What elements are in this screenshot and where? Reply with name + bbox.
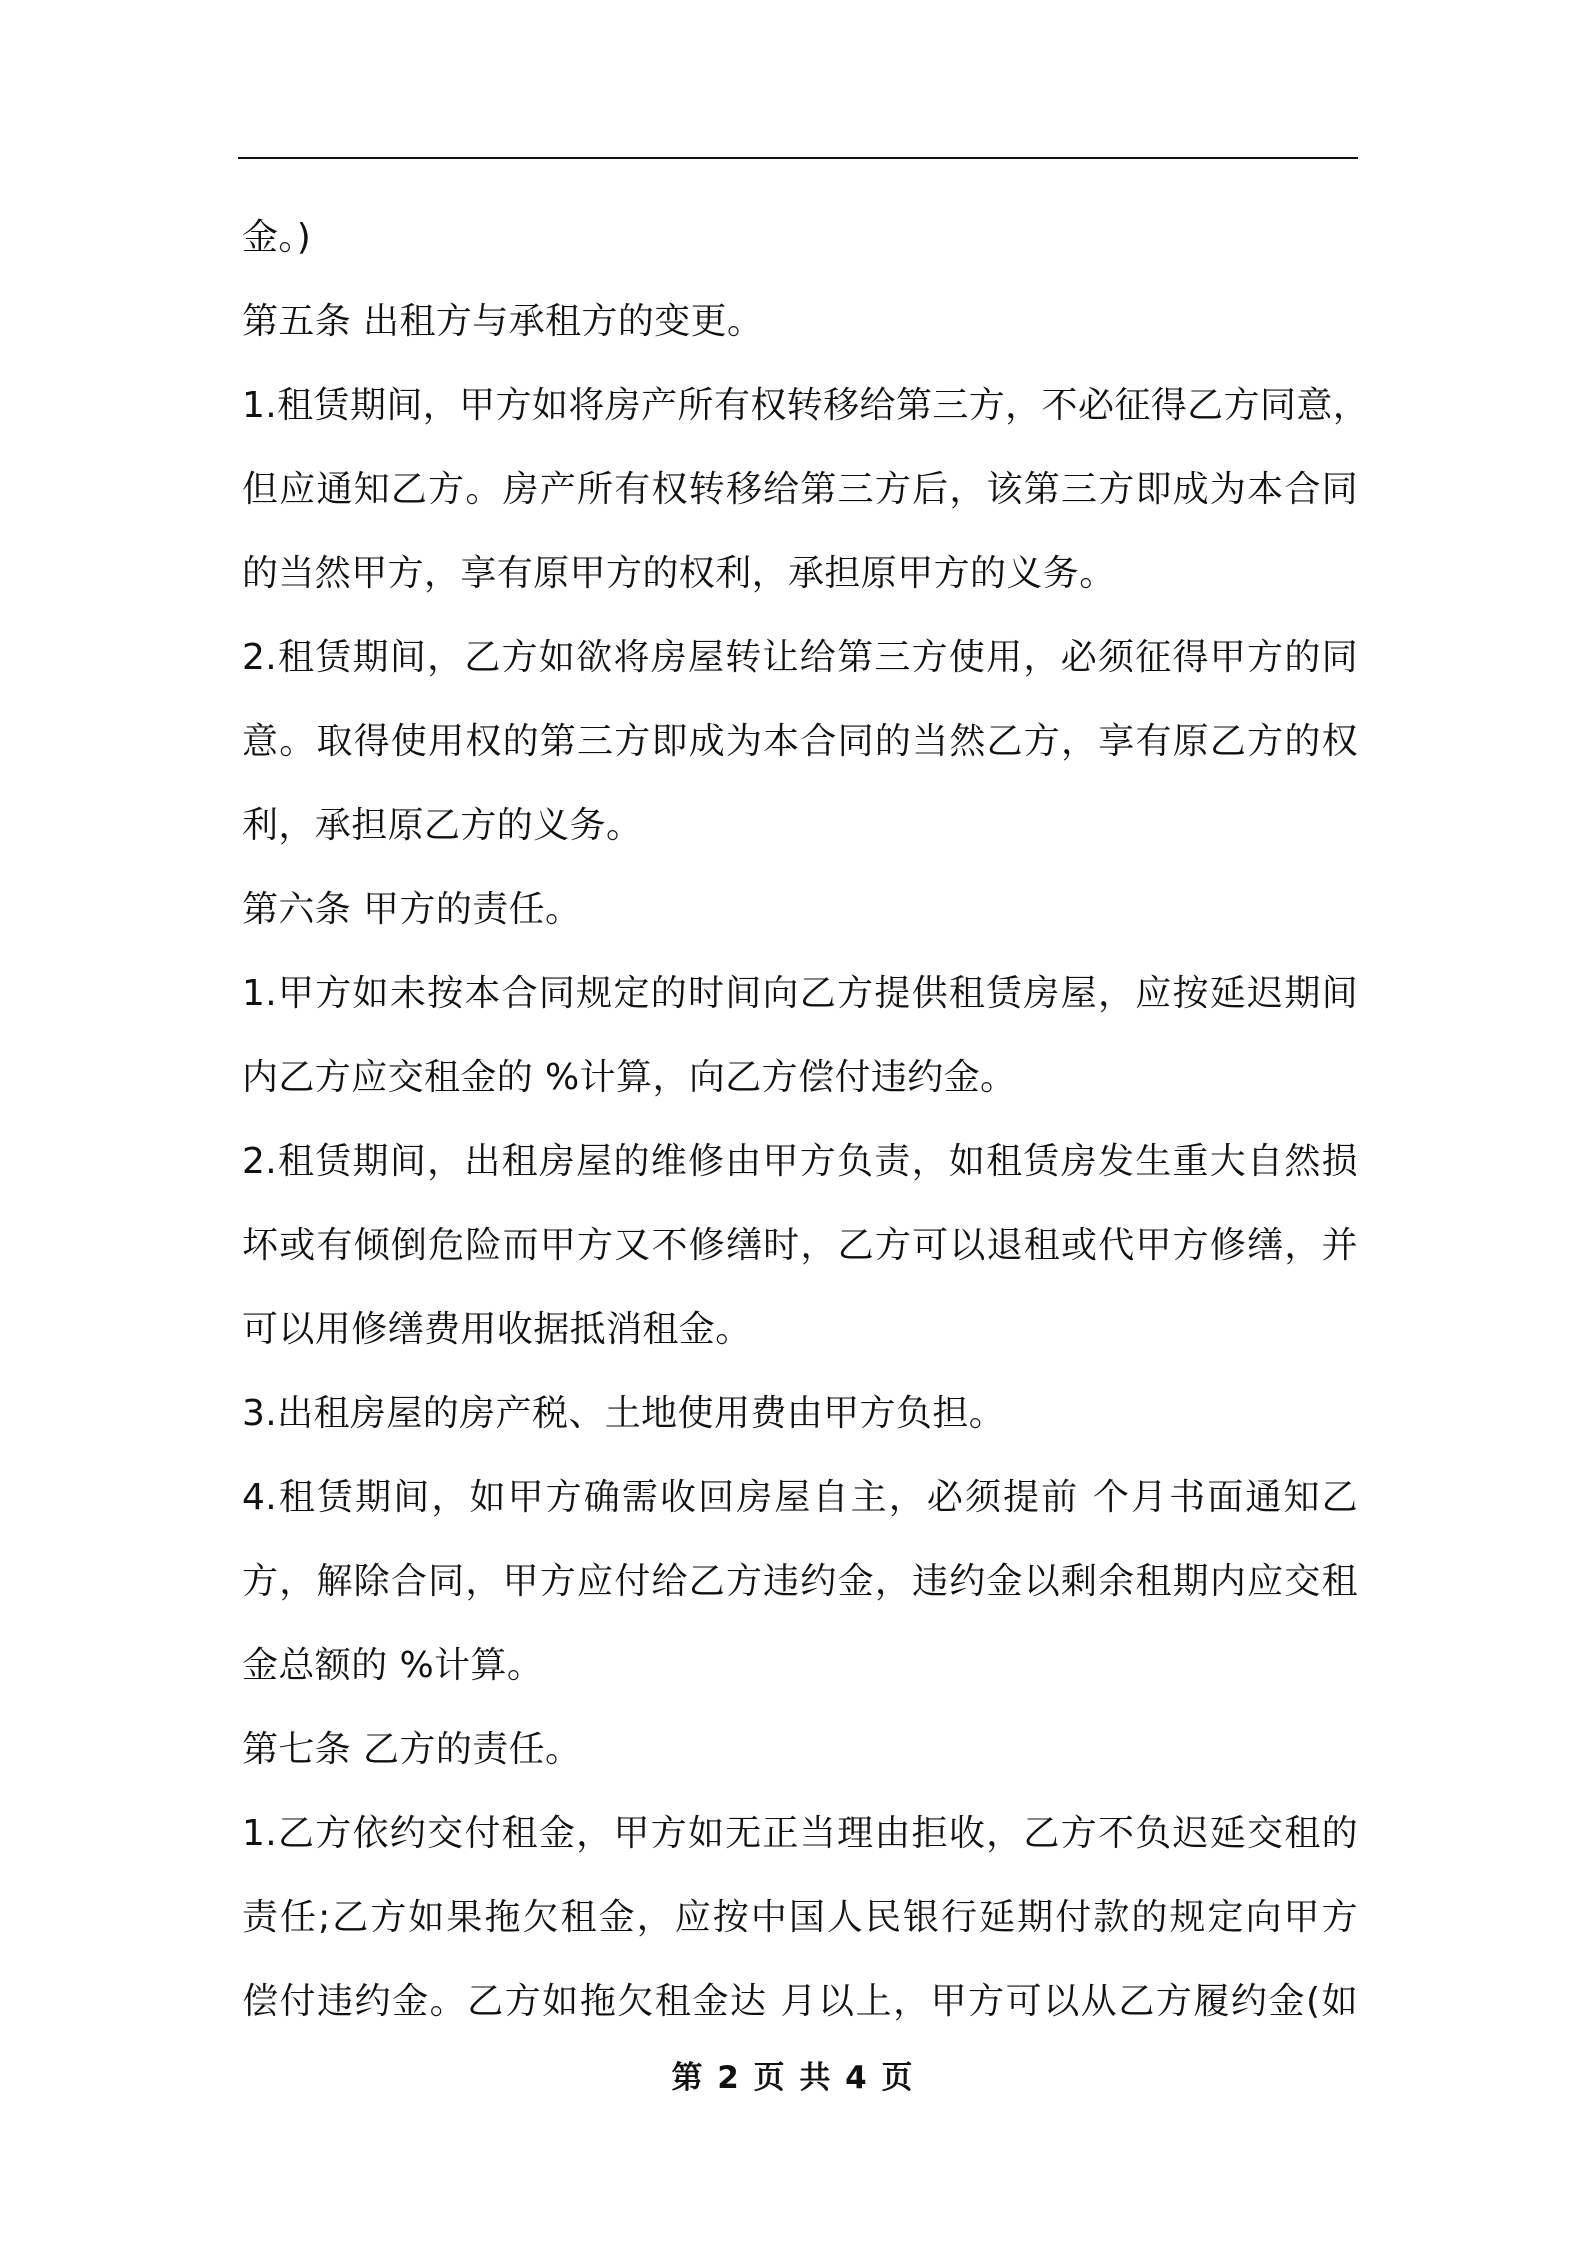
text-line: 但应通知乙方。房产所有权转移给第三方后，该第三方即成为本合同	[242, 469, 1358, 510]
text-line: 第六条 甲方的责任。	[242, 889, 582, 930]
text-line: 内乙方应交租金的 %计算，向乙方偿付违约金。	[242, 1057, 1017, 1098]
text-line: 1.甲方如未按本合同规定的时间向乙方提供租赁房屋，应按延迟期间	[242, 973, 1358, 1014]
document-body	[242, 196, 1370, 2044]
text-line: 第五条 出租方与承租方的变更。	[242, 301, 764, 342]
text-line: 可以用修缮费用收据抵消租金。	[242, 1309, 752, 1350]
text-line: 第七条 乙方的责任。	[242, 1729, 582, 1770]
text-line: 4.租赁期间，如甲方确需收回房屋自主，必须提前 个月书面通知乙	[242, 1477, 1358, 1518]
text-line: 1.租赁期间，甲方如将房产所有权转移给第三方，不必征得乙方同意，	[242, 385, 1370, 426]
header-rule	[238, 157, 1358, 159]
text-line: 责任;乙方如果拖欠租金，应按中国人民银行延期付款的规定向甲方	[242, 1897, 1358, 1938]
text-line: 坏或有倾倒危险而甲方又不修缮时，乙方可以退租或代甲方修缮，并	[242, 1225, 1358, 1266]
page-number: 第 2 页 共 4 页	[671, 2060, 915, 2096]
text-line: 意。取得使用权的第三方即成为本合同的当然乙方，享有原乙方的权	[242, 721, 1358, 762]
text-line: 方，解除合同，甲方应付给乙方违约金，违约金以剩余租期内应交租	[242, 1561, 1358, 1602]
text-line: 金总额的 %计算。	[242, 1645, 544, 1686]
text-line: 的当然甲方，享有原甲方的权利，承担原甲方的义务。	[242, 553, 1116, 594]
text-line: 1.乙方依约交付租金，甲方如无正当理由拒收，乙方不负迟延交租的	[242, 1813, 1358, 1854]
text-line: 3.出租房屋的房产税、土地使用费由甲方负担。	[242, 1393, 1006, 1434]
text-line: 2.租赁期间，出租房屋的维修由甲方负责，如租赁房发生重大自然损	[242, 1141, 1358, 1182]
text-line: 2.租赁期间，乙方如欲将房屋转让给第三方使用，必须征得甲方的同	[242, 637, 1358, 678]
text-line: 利，承担原乙方的义务。	[242, 805, 643, 846]
text-line: 偿付违约金。乙方如拖欠租金达 月以上，甲方可以从乙方履约金(如	[242, 1981, 1358, 2022]
text-line: 金。)	[242, 217, 312, 258]
